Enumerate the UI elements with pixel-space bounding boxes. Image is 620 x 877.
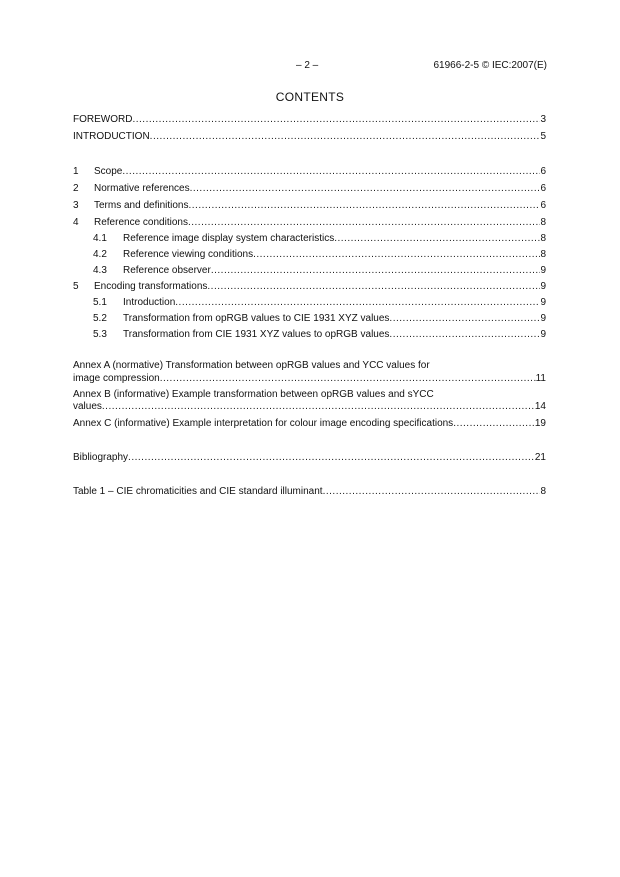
toc-label: Table 1 – CIE chromaticities and CIE standard illuminant [73,486,323,497]
toc-entry-5-1[interactable] [93,296,546,309]
toc-entry-scope[interactable] [73,165,546,178]
toc-entry-encoding-transformations[interactable] [73,280,546,293]
toc-number: 5.1 [93,297,107,308]
toc-page: 8 [540,233,546,244]
toc-page: 14 [534,401,546,412]
toc-label: FOREWORD [73,114,133,125]
toc-number: 5.2 [93,313,107,324]
toc-label: Normative references [94,183,190,194]
toc-label: Bibliography [73,452,129,463]
toc-label: INTRODUCTION [73,131,150,142]
toc-entry-reference-conditions[interactable] [73,216,546,229]
toc-label: image compression [73,373,160,384]
toc-page: 9 [540,281,546,292]
toc-label: Encoding transformations [94,281,208,292]
toc-entry-4-1[interactable] [93,232,546,245]
toc-entry-terms-definitions[interactable] [73,199,546,212]
toc-number: 5 [73,281,79,292]
toc-number: 1 [73,166,79,177]
toc-page: 8 [540,486,546,497]
page-header [0,60,620,74]
toc-label: Reference conditions [94,217,188,228]
toc-entry-annex-c[interactable] [73,417,546,430]
toc-annex-b-line1: Annex B (informative) Example transformation between opRGB values and sYCC [73,389,434,400]
toc-page: 6 [540,183,546,194]
toc-entry-table-1[interactable] [73,485,546,498]
toc-label: Annex C (informative) Example interpretation for colour image encoding specifications [73,418,454,429]
toc-entry-4-2[interactable] [93,248,546,261]
toc-page: 8 [540,249,546,260]
contents-title: CONTENTS [275,90,345,104]
toc-number: 3 [73,200,79,211]
toc-label: values [73,401,102,412]
toc-label: Reference observer [123,265,211,276]
page-number: – 2 – [296,60,319,71]
toc-page: 9 [540,329,546,340]
toc-page: 8 [540,217,546,228]
toc-entry-5-3[interactable] [93,328,546,341]
toc-entry-5-2[interactable] [93,312,546,325]
toc-number: 4.2 [93,249,107,260]
toc-label: Transformation from CIE 1931 XYZ values to opRGB values [123,329,390,340]
toc-page: 9 [540,297,546,308]
toc-entry-introduction[interactable] [73,130,546,143]
toc-page: 19 [534,418,546,429]
toc-page: 3 [540,114,546,125]
toc-page: 6 [540,166,546,177]
toc-page: 9 [540,313,546,324]
toc-annex-a-line1: Annex A (normative) Transformation between opRGB values and YCC values for [73,360,430,371]
document-id: 61966-2-5 © IEC:2007(E) [433,60,547,71]
toc-entry-bibliography[interactable] [73,451,546,464]
toc-page: 11 [535,373,546,384]
toc-entry-annex-b[interactable] [73,400,546,413]
toc-page: 9 [540,265,546,276]
toc-label: Reference viewing conditions [123,249,254,260]
toc-number: 4.1 [93,233,107,244]
toc-number: 2 [73,183,79,194]
toc-entry-normative-references[interactable] [73,182,546,195]
toc-number: 5.3 [93,329,107,340]
toc-entry-4-3[interactable] [93,264,546,277]
toc-entry-annex-a[interactable] [73,372,546,385]
toc-page: 6 [540,200,546,211]
toc-entry-foreword[interactable] [73,113,546,126]
toc-number: 4 [73,217,79,228]
toc-number: 4.3 [93,265,107,276]
toc-label: Scope [94,166,123,177]
toc-label: Reference image display system characteristics [123,233,335,244]
toc-page: 5 [540,131,546,142]
toc-page: 21 [534,452,546,463]
toc-label: Transformation from opRGB values to CIE 1931 XYZ values [123,313,390,324]
toc-label: Terms and definitions [94,200,189,211]
toc-label: Introduction [123,297,176,308]
